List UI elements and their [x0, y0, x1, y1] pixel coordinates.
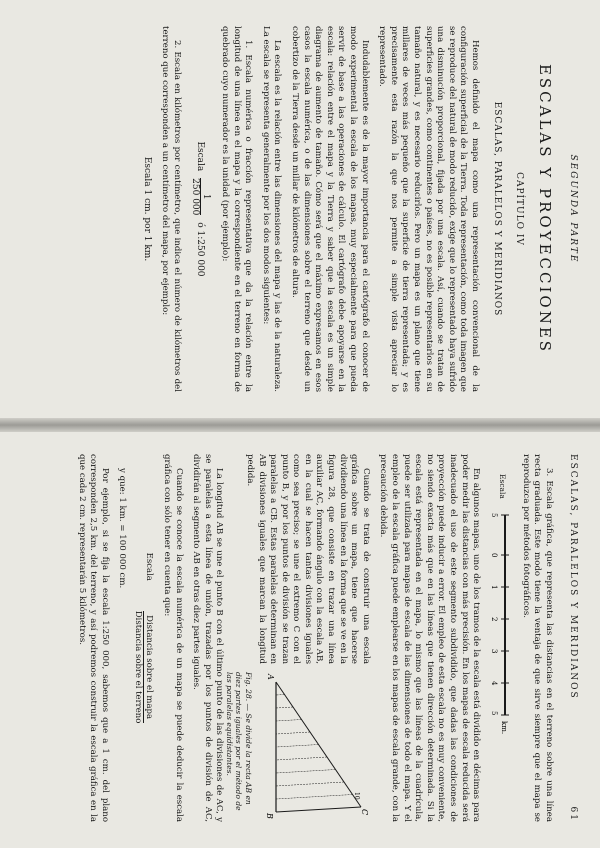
paragraph: En algunos mapas, uno de los tramos de la escala está dividido en décimas para poder medir las distancias con más precisión. En los mapas de escala reducida será inadecuado el uso de este segmento subdividido, que dadas las condiciones de proyección puede inducir a error. El empleo de esta escala no es muy conveniente, no siendo exacta más que en las líneas que tienen dirección determinada. Si la escala está representada en el mapa, lo mismo que las líneas de la cuadrícula, puede ser utilizada para mapas de escala de las dimensiones de todo el mapa. Y el empleo de la escala gráfica puede emplearse en los mapas de escala grande, con la precaución debida. [378, 454, 482, 822]
figure-28 [224, 672, 371, 822]
scale-formula-2: Escala 1 cm. por 1 km. [142, 156, 153, 262]
scale-tick: 5 [490, 710, 499, 716]
ratio-denominator: Distancia sobre el terreno [133, 610, 144, 724]
scale-tick: 5 [490, 512, 499, 518]
left-page [0, 0, 600, 418]
paragraph: Hemos definido el mapa como una representación convencional de la configuración superficial de la Tierra. Toda representación, como toda imagen que se reproduce del natural de modo reducido, exige que lo representado haya sufrido una disminución proporcional, fijada por una escala. Así, cuando se tratan de superficies grandes, como continentes o países, no es posible representarlos en su tamaño natural, y es necesario reducirlos. Pero un mapa es un plano que tiene millares de veces más pequeño que la superficie de tierra representada; y es precisamente esta razón la que nos permite a simple vista apreciar lo representado. [377, 26, 480, 392]
formula-denominator: 250 000 [189, 178, 200, 216]
paragraph: Cuando se conoce la escala numérica de un mapa se puede deducir la escala gráfica con sólo tener en cuenta que: [162, 454, 184, 822]
chapter-subtitle: ESCALAS, PARALELOS Y MERIDIANOS [492, 101, 502, 317]
paragraph: La escala es la relación entre las dimensiones del mapa y las de la naturaleza. La escala se representa generalmente por los dos modos siguientes: [260, 26, 283, 392]
figure-caption: Fig. 28. — Se divide la recta AB en diez partes iguales por el método de las paralelas equidistantes. [224, 672, 253, 811]
point-label: B [264, 813, 274, 819]
paragraph: 2. Escala en kilómetros por centímetro, que indica el número de kilómetros del terreno que corresponden a un centímetro del mapa, por ejemplo: [159, 26, 182, 392]
scale-label: Escala [497, 474, 507, 499]
ratio-numerator: Distancia sobre el mapa [143, 611, 154, 723]
graphic-scale [491, 474, 513, 822]
figure-row [224, 454, 371, 822]
paragraph: Cuando se trata de construir una escala gráfica sobre un mapa, tiene que hacerse dividiendo una línea en la forma que se ve en la figura 28, que consiste en trazar una línea auxiliar AC, formando ángulo con la escala AB, en la cual se hacen tantas divisiones iguales como sea preciso; se une el extremo C con el punto B, y por los puntos de división se trazan paralelas a CB. Estas paralelas determinan en AB divisiones iguales que marcan la longitud pedida. [244, 454, 371, 664]
paragraph: Indudablemente es de la mayor importancia para el cartógrafo el conocer de modo experimental la escala de los mapas, muy especialmente para que pueda servir de base a las operaciones de cálculo. El cartógrafo debe apoyarse en la escala: relación entre el mapa y la Tierra y saber que la escala es un simple diagrama de aumento de tamaño. Cómo será que el máximo expresamos en esos casos la escala numérica, o de las dimensiones sobre el terreno que desde un cobertizo de la Tierra desde un millar de kilómetros de altura. [290, 26, 370, 392]
chapter-label: CAPÍTULO IV [514, 172, 524, 246]
paragraph: 3. Escala gráfica, que representa las distancias en el terreno sobre una línea recta graduada. Este modo tiene la ventaja de que sirve siempre que el mapa se reproduzca por métodos fotográficos. [520, 454, 554, 822]
scale-bar [491, 505, 513, 735]
scale-tick: 4 [490, 680, 499, 686]
scale-tick: 3 [490, 648, 499, 654]
scale-formula [190, 26, 211, 392]
paragraph: y que: 1 km. = 100 000 cm. [117, 468, 128, 589]
scale-tick: 2 [490, 616, 499, 622]
page-title: ESCALAS Y PROYECCIONES [536, 63, 554, 355]
scale-unit: km. [500, 720, 509, 734]
point-label: 10 [352, 792, 360, 800]
formula-label: Escala [194, 141, 205, 172]
paragraph: La longitud AB se une el punto B con el último punto de las divisiones de AC, y se paralelas a esta línea de unión, trazadas por los puntos de división de AC, dividirán al segmento AB en otras diez partes iguales. [191, 454, 225, 822]
formula-fraction [190, 178, 211, 215]
ratio-fraction [133, 611, 154, 723]
running-header [568, 454, 578, 822]
running-title: ESCALAS, PARALELOS Y MERIDIANOS [568, 454, 578, 700]
scale-tick: 0 [490, 552, 499, 558]
division-diagram [261, 672, 371, 822]
paragraph: Por ejemplo, si se fija la escala 1:250 000, sabemos que a 1 cm. del plano corresponden 2,5 km. del terreno, y así podremos construir la escala gráfica en la que cada 2 cm. representarán 5 kilómetros. [76, 454, 110, 822]
ratio-label: Escala [144, 552, 155, 581]
figure-text [224, 454, 371, 664]
paragraph: 1. Escala numérica o fracción representativa que da la relación entre la longitud de una línea en el mapa y la correspondiente en el terreno en forma de quebrado cuyo numerador es la unidad (por ejemplo): [220, 26, 254, 392]
formula-numerator: 1 [200, 178, 211, 215]
part-label: SEGUNDA PARTE [568, 154, 578, 264]
scale-ratio [133, 454, 154, 822]
point-label: A [265, 674, 275, 680]
book-gutter [0, 418, 600, 432]
right-page [0, 432, 600, 848]
formula-alt: ó 1:250 000 [194, 222, 205, 277]
page-number: 61 [568, 806, 578, 822]
scale-tick: 1 [490, 584, 499, 590]
point-label: C [359, 809, 369, 816]
